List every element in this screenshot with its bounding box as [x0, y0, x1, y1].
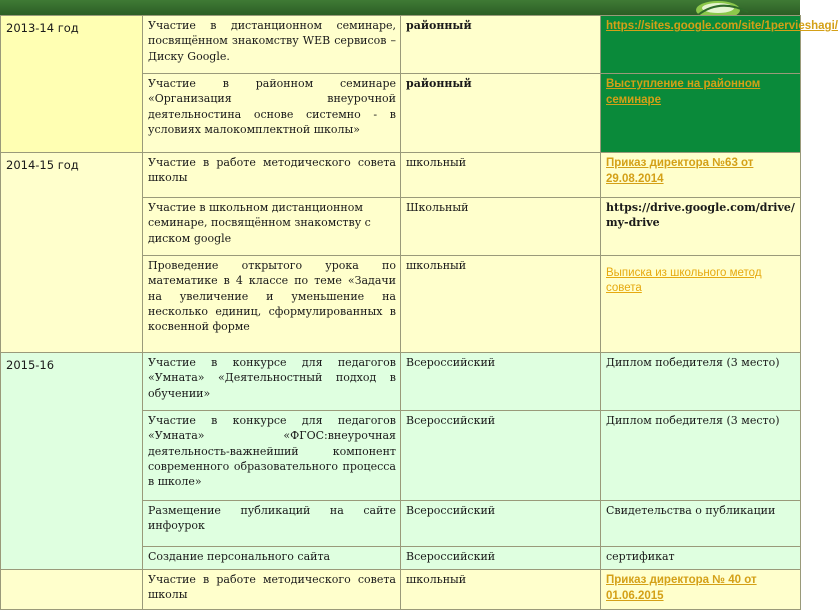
activity-cell: Проведение открытого урока по математике в 4 классе по теме «Задачи на увеличение и уменьшение на несколько единиц, сформулированных в косвенной форме: [143, 256, 401, 353]
activity-cell: Участие в районном семинаре «Организация внеурочной деятельностина основе системно - в условиях малокомплектной школы»: [143, 74, 401, 153]
year-cell: 2015-16: [1, 353, 143, 570]
table-row: [1, 570, 801, 610]
activity-cell: Участие в работе методического совета школы: [143, 570, 401, 610]
activity-cell: Размещение публикаций на сайте инфоурок: [143, 501, 401, 547]
activity-cell: Участие в работе методического совета школы: [143, 153, 401, 198]
level-cell: школьный: [401, 256, 601, 353]
level-cell: Всероссийский: [401, 547, 601, 570]
result-cell: сертификат: [601, 547, 801, 570]
year-cell: [1, 570, 143, 610]
level-cell: школьный: [401, 153, 601, 198]
year-cell: 2014-15 год: [1, 153, 143, 353]
result-cell: [601, 153, 801, 198]
activities-table: [0, 15, 838, 610]
table-row: [1, 16, 801, 74]
leaf-decoration-icon: [690, 0, 790, 15]
level-cell: Всероссийский: [401, 501, 601, 547]
activity-cell: Участие в дистанционном семинаре, посвящённом знакомству WEB сервисов – Диску Google.: [143, 16, 401, 74]
result-link[interactable]: Приказ директора №63 от 29.08.2014: [606, 157, 754, 186]
result-cell: Диплом победителя (3 место): [601, 353, 801, 411]
result-link[interactable]: Приказ директора № 40 от 01.06.2015: [606, 574, 757, 603]
activity-cell: Участие в конкурсе для педагогов «Умната» «ФГОС:внеурочная деятельность-важнейший компонент современного образовательного процесса в школе»: [143, 411, 401, 501]
result-link[interactable]: Выступление на районном семинаре: [606, 78, 761, 107]
result-cell: [601, 570, 801, 610]
level-cell: районный: [401, 16, 601, 74]
result-cell: [601, 256, 801, 353]
result-link[interactable]: https://sites.google.com/site/1pervieshagi/: [606, 20, 838, 32]
year-cell: 2013-14 год: [1, 16, 143, 153]
activity-cell: Создание персонального сайта: [143, 547, 401, 570]
top-banner: [0, 0, 800, 15]
level-cell: районный: [401, 74, 601, 153]
result-cell: [601, 16, 838, 74]
table-row: [1, 153, 801, 198]
result-link[interactable]: Выписка из школьного метод совета: [606, 267, 762, 295]
level-cell: Всероссийский: [401, 353, 601, 411]
activity-cell: Участие в школьном дистанционном семинаре, посвящённом знакомству с диском google: [143, 198, 401, 256]
result-cell: Свидетельства о публикации: [601, 501, 801, 547]
level-cell: школьный: [401, 570, 601, 610]
level-cell: Всероссийский: [401, 411, 601, 501]
level-cell: Школьный: [401, 198, 601, 256]
result-cell: [601, 74, 801, 153]
table-row: [1, 353, 801, 411]
result-cell: Диплом победителя (3 место): [601, 411, 801, 501]
result-cell: https://drive.google.com/drive/my-drive: [601, 198, 801, 256]
activity-cell: Участие в конкурсе для педагогов «Умната» «Деятельностный подход в обучении»: [143, 353, 401, 411]
